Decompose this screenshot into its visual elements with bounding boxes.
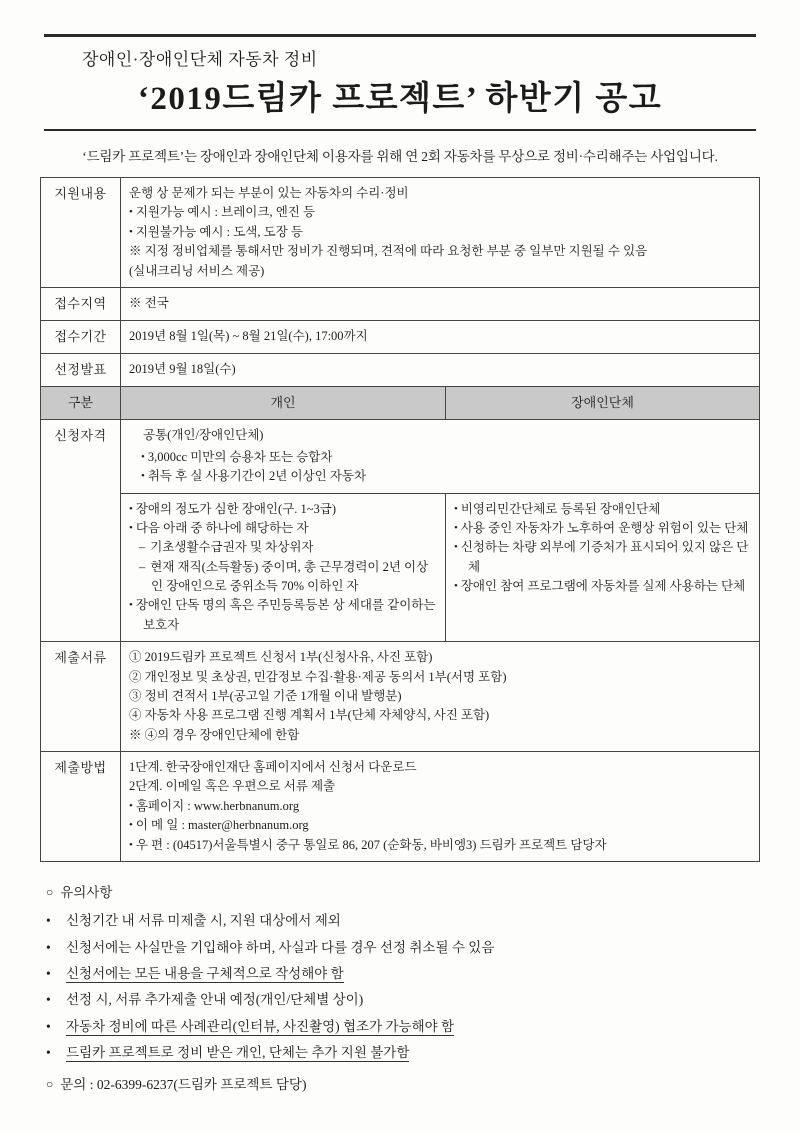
footer-spacer [40,1100,760,1130]
document-item-1: ① 2019드림카 프로젝트 신청서 1부(신청사유, 사진 포함) [129,650,433,665]
intro-paragraph: ‘드림카 프로젝트’는 장애인과 장애인단체 이용자를 위해 연 2회 자동차를 무상으로 정비·수리해주는 사업입니다. [82,149,718,164]
document-item-2: ② 개인정보 및 초상권, 민감정보 수집·활용·제공 동의서 1부(서명 포함) [129,669,507,684]
note-item [46,1014,760,1040]
bullet-icon: • [46,939,51,955]
method-step-2: 2단계. 이메일 혹은 우편으로 서류 제출 [129,779,336,794]
individual-item-1: • 장애의 정도가 심한 장애인(구. 1~3급) [129,500,437,519]
common-requirements [121,420,760,493]
announcement-table [40,177,760,862]
bullet-icon: • [46,965,51,981]
header-subtitle: 장애인·장애인단체 자동차 정비 [82,50,318,69]
note-item [46,1040,760,1066]
note-item [46,961,760,987]
row-value-period: 2019년 8월 1일(목) ~ 8월 21일(수), 17:00까지 [121,321,760,354]
row-value-support [121,178,760,288]
method-contact-email: • 이 메 일 : master@herbnanum.org [129,816,751,835]
table-row [41,642,760,752]
column-header-division: 구분 [41,387,121,420]
organization-item-2: • 사용 중인 자동차가 노후하여 운행상 위험이 있는 단체 [454,519,751,538]
column-header-individual: 개인 [121,387,446,420]
individual-item-2: • 다음 아래 중 하나에 해당하는 자 [129,519,437,538]
notes-heading: ○ 유의사항 [46,880,760,906]
row-value-region: ※ 전국 [121,287,760,320]
common-item-2: • 취득 후 실 사용기간이 2년 이상인 자동차 [129,467,751,486]
table-row [41,287,760,320]
qualification-individual [121,493,446,642]
row-value-announce: 2019년 9월 18일(수) [121,354,760,387]
support-line-5: (실내크리닝 서비스 제공) [129,263,265,278]
note-item [46,935,760,961]
note-item [46,987,760,1013]
individual-item-3: – 기초생활수급권자 및 차상위자 [129,538,437,557]
table-row [41,321,760,354]
bullet-icon: • [46,913,51,929]
row-label-method: 제출방법 [41,752,121,862]
table-row [41,752,760,862]
note-text: 선정 시, 서류 추가제출 안내 예정(개인/단체별 상이) [66,992,364,1008]
note-item [46,908,760,934]
bullet-icon: • [46,992,51,1008]
column-header-organization: 장애인단체 [446,387,760,420]
row-value-documents [121,642,760,752]
individual-item-5: • 장애인 단독 명의 혹은 주민등록등본 상 세대를 같이하는 보호자 [129,596,437,635]
note-text: 자동차 정비에 따른 사례관리(인터뷰, 사진촬영) 협조가 가능해야 함 [66,1018,455,1034]
row-label-support: 지원내용 [41,178,121,288]
page-title: ‘2019드림카 프로젝트’ 하반기 공고 [137,81,663,117]
row-label-qualification: 신청자격 [41,420,121,642]
method-step-1: 1단계. 한국장애인재단 홈페이지에서 신청서 다운로드 [129,760,417,775]
document-header [44,34,756,131]
method-contact-homepage: • 홈페이지 : www.herbnanum.org [129,797,751,816]
contact-line: ○ 문의 : 02-6399-6237(드림카 프로젝트 담당) [46,1072,760,1098]
notes-section [40,880,760,1099]
table-row [41,178,760,288]
support-line-4: ※ 지정 정비업체를 통해서만 정비가 진행되며, 견적에 따라 요청한 부분 중 일부만 지원될 수 있음 [129,244,648,259]
support-line-3: • 지원불가능 예시 : 도색, 도장 등 [129,223,751,242]
row-label-region: 접수지역 [41,287,121,320]
note-text: 신청서에는 사실만을 기입해야 하며, 사실과 다를 경우 선정 취소될 수 있음 [66,939,495,955]
note-text: 신청서에는 모든 내용을 구체적으로 작성해야 함 [66,965,344,981]
row-label-announce: 선정발표 [41,354,121,387]
row-label-documents: 제출서류 [41,642,121,752]
support-line-1: 운행 상 문제가 되는 부분이 있는 자동차의 수리·정비 [129,186,409,200]
common-title: 공통(개인/장애인단체) [143,428,264,443]
bullet-icon: • [46,1044,51,1060]
method-contact-post: • 우 편 : (04517)서울특별시 중구 통일로 86, 207 (순화동, 바비엥3) 드림카 프로젝트 담당자 [129,836,751,855]
note-text: 드림카 프로젝트로 정비 받은 개인, 단체는 추가 지원 불가함 [66,1044,410,1060]
bullet-icon: • [46,1018,51,1034]
organization-item-4: • 장애인 참여 프로그램에 자동차를 실제 사용하는 단체 [454,577,751,596]
row-value-method [121,752,760,862]
qualification-organization [446,493,760,642]
individual-item-4: – 현재 재직(소득활동) 중이며, 총 근무경력이 2년 이상인 장애인으로 중위소득 70% 이하인 자 [129,558,437,597]
support-line-2: • 지원가능 예시 : 브레이크, 엔진 등 [129,203,751,222]
table-row [41,493,760,642]
row-label-period: 접수기간 [41,321,121,354]
document-item-5: ※ ④의 경우 장애인단체에 한함 [129,727,300,742]
common-item-1: • 3,000cc 미만의 승용차 또는 승합차 [129,448,751,467]
table-header-row [41,387,760,420]
document-item-3: ③ 정비 견적서 1부(공고일 기준 1개월 이내 발행분) [129,688,402,703]
table-row [41,354,760,387]
organization-item-1: • 비영리민간단체로 등록된 장애인단체 [454,500,751,519]
note-text: 신청기간 내 서류 미제출 시, 지원 대상에서 제외 [66,913,341,929]
table-row [41,420,760,493]
document-item-4: ④ 자동차 사용 프로그램 진행 계획서 1부(단체 자체양식, 사진 포함) [129,708,490,723]
organization-item-3: • 신청하는 차량 외부에 기증처가 표시되어 있지 않은 단체 [454,538,751,577]
